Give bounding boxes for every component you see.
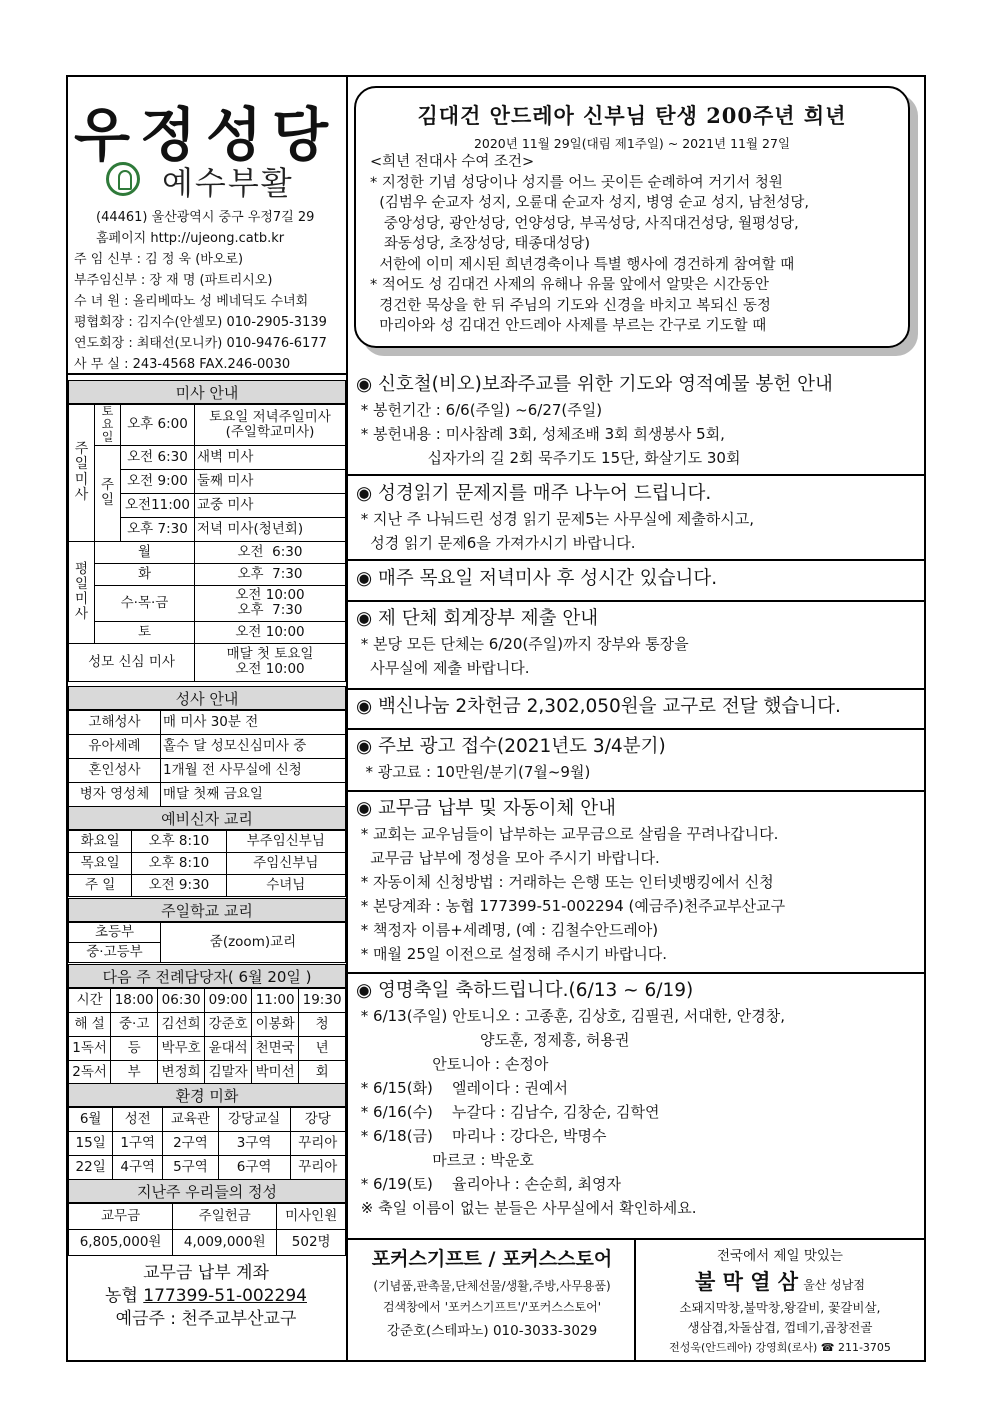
parish-logo-icon bbox=[106, 162, 140, 196]
env-cell: 6구역 bbox=[218, 1156, 290, 1180]
env-cell: 3구역 bbox=[218, 1132, 290, 1156]
liturgy-cell: 1독서 bbox=[69, 1037, 111, 1061]
contact-line: 사 무 실 : 243-4568 FAX.246-0030 bbox=[74, 357, 291, 372]
mass-time: 오후 6:00 bbox=[121, 405, 195, 446]
ad-restaurant bbox=[638, 1244, 922, 1355]
contact-line: 주 임 신부 : 김 정 욱 (바오로) bbox=[74, 252, 244, 267]
class-name: 초등부 bbox=[69, 923, 161, 943]
catechumen-cell: 주 일 bbox=[69, 875, 132, 897]
env-cell: 22일 bbox=[69, 1156, 113, 1180]
mass-name: 새벽 미사 bbox=[195, 445, 346, 469]
class-name: 중·고등부 bbox=[69, 943, 161, 963]
weekday-time: 오전 6:30 bbox=[195, 541, 346, 563]
offering-head: 주일헌금 bbox=[173, 1204, 277, 1230]
section-title: 환경 미화 bbox=[68, 1083, 346, 1107]
weekday-name: 토 bbox=[95, 621, 195, 643]
section-title: 성사 안내 bbox=[68, 686, 346, 710]
catechumen-cell: 오후 8:10 bbox=[132, 853, 226, 875]
catechumen-cell: 부주임신부님 bbox=[226, 831, 345, 853]
account-title: 교무금 납부 계좌 bbox=[143, 1263, 269, 1283]
news-body: * 교회는 교우님들이 납부하는 교무금으로 살림을 꾸려나갑니다. 교무금 납부에 정성을 모아 주시기 바랍니다. * 자동이체 신청방법 : 거래하는 은행 또는 인터넷뱅킹에서 신청 * 본당계좌 : 농협 177399-51-002294 (예금주)천주교부산교구 * 책정자 이름+세례명, (예 : 김철수안드레아) * 매월 25일 이전으로 설정해 주시기 바랍니다. bbox=[360, 825, 786, 963]
sacrament-name: 병자 영성체 bbox=[69, 783, 161, 807]
ad-title: 포커스기프트 / 포커스스토어 bbox=[371, 1248, 613, 1270]
sacrament-name: 혼인성사 bbox=[69, 759, 161, 783]
divider bbox=[68, 373, 346, 375]
news-heading: ◉ 교무금 납부 및 자동이체 안내 bbox=[356, 798, 616, 819]
weekday-time: 오전 10:00 오후 7:30 bbox=[195, 585, 346, 621]
ad-focusgift bbox=[352, 1244, 632, 1339]
env-cell: 1구역 bbox=[113, 1132, 163, 1156]
liturgy-cell: 청 bbox=[299, 1013, 346, 1037]
row-group-label: 주일미사 bbox=[69, 405, 95, 542]
news-item bbox=[356, 734, 666, 784]
news-body: * 봉헌기간 : 6/6(주일) ~6/27(주일) * 봉헌내용 : 미사참례 3회, 성체조배 3회 희생봉사 5회, 십자가의 길 2회 묵주기도 15단, 화살기도 30회 bbox=[360, 401, 741, 467]
sacrament-name: 고해성사 bbox=[69, 711, 161, 735]
catechumen-cell: 화요일 bbox=[69, 831, 132, 853]
weekday-name: 월 bbox=[95, 541, 195, 563]
news-heading: ◉ 주보 광고 접수(2021년도 3/4분기) bbox=[356, 736, 666, 757]
sacrament-info: 1개월 전 사무실에 신청 bbox=[161, 759, 346, 783]
section-title: 미사 안내 bbox=[68, 380, 346, 404]
mass-section bbox=[68, 380, 346, 682]
weekday-time: 오전 10:00 bbox=[195, 621, 346, 643]
environment-section bbox=[68, 1083, 346, 1180]
liturgy-cell: 2독서 bbox=[69, 1061, 111, 1085]
liturgy-cell: 윤대석 bbox=[205, 1037, 252, 1061]
divider bbox=[348, 474, 924, 476]
ad-line: 전국에서 제일 맛있는 bbox=[717, 1248, 843, 1264]
news-heading: ◉ 백신나눔 2차헌금 2,302,050원을 교구로 전달 했습니다. bbox=[356, 696, 841, 717]
section-title: 예비신자 교리 bbox=[68, 806, 346, 830]
env-head: 성전 bbox=[113, 1108, 163, 1132]
contact-line: 연도회장 : 최태선(모니카) 010-9476-6177 bbox=[74, 336, 327, 351]
news-heading: ◉ 제 단체 회계장부 제출 안내 bbox=[356, 608, 599, 629]
divider bbox=[348, 688, 924, 690]
weekday-name: 화 bbox=[95, 563, 195, 585]
env-cell: 5구역 bbox=[163, 1156, 218, 1180]
column-divider bbox=[346, 75, 348, 1362]
liturgy-head: 19:30 bbox=[299, 989, 346, 1013]
class-method: 줌(zoom)교리 bbox=[161, 923, 346, 963]
env-head: 강당 bbox=[290, 1108, 345, 1132]
news-item bbox=[356, 694, 841, 720]
mass-time: 오전11:00 bbox=[121, 493, 195, 517]
contact-line: 홈페이지 http://ujeong.catb.kr bbox=[96, 231, 285, 246]
bank-name: 농협 bbox=[105, 1286, 138, 1306]
catechumen-table bbox=[68, 830, 346, 897]
row-day: 주일 bbox=[95, 445, 121, 541]
environment-table bbox=[68, 1107, 346, 1180]
env-cell: 15일 bbox=[69, 1132, 113, 1156]
liturgy-head: 06:30 bbox=[158, 989, 205, 1013]
liturgy-cell: 년 bbox=[299, 1037, 346, 1061]
section-title: 지난주 우리들의 정성 bbox=[68, 1179, 346, 1203]
mass-time: 오전 6:30 bbox=[121, 445, 195, 469]
divider bbox=[348, 1238, 924, 1240]
ad-divider bbox=[634, 1240, 636, 1362]
sacrament-table bbox=[68, 710, 346, 807]
jubilee-date: 2020년 11월 29일(대림 제1주일) ~ 2021년 11월 27일 bbox=[473, 136, 791, 151]
liturgy-cell: 박무호 bbox=[158, 1037, 205, 1061]
offering-head: 교무금 bbox=[69, 1204, 173, 1230]
mass-time: 오후 7:30 bbox=[121, 517, 195, 541]
ad-line: 생삼겹,차돌삼겹, 껍데기,곱창전골 bbox=[687, 1320, 873, 1335]
contact-line: 부주임신부 : 장 재 명 (파트리시오) bbox=[74, 273, 273, 288]
news-body: * 지난 주 나눠드린 성경 읽기 문제5는 사무실에 제출하시고, 성경 읽기 문제6을 가져가시기 바랍니다. bbox=[360, 510, 754, 552]
contact-line: (44461) 울산광역시 중구 우정7길 29 bbox=[96, 210, 315, 225]
news-heading: ◉ 신호철(비오)보좌주교를 위한 기도와 영적예물 봉헌 안내 bbox=[356, 374, 833, 395]
logo-row bbox=[100, 158, 320, 202]
sacrament-info: 홀수 달 성모신심미사 중 bbox=[161, 735, 346, 759]
liturgy-head: 18:00 bbox=[111, 989, 158, 1013]
offering-value: 4,009,000원 bbox=[173, 1230, 277, 1256]
news-body: * 광고료 : 10만원/분기(7월~9월) bbox=[356, 763, 591, 781]
sacrament-info: 매달 첫째 금요일 bbox=[161, 783, 346, 807]
jubilee-box bbox=[354, 86, 910, 348]
divider bbox=[348, 559, 924, 561]
env-cell: 4구역 bbox=[113, 1156, 163, 1180]
ad-line: 검색창에서 '포커스기프트'/'포커스스토어' bbox=[382, 1300, 602, 1314]
ad-contact: 전성욱(안드레아) 강영희(로사) ☎ 211-3705 bbox=[669, 1341, 891, 1354]
catechumen-cell: 주임신부님 bbox=[226, 853, 345, 875]
env-cell: 꾸리아 bbox=[290, 1156, 345, 1180]
mass-time: 오전 9:00 bbox=[121, 469, 195, 493]
ad-phone: 강준호(스테파노) 010-3033-3029 bbox=[386, 1323, 598, 1339]
divider bbox=[348, 600, 924, 602]
divider bbox=[348, 790, 924, 792]
ad-line: 소돼지막창,불막창,왕갈비, 꽃갈비살, bbox=[679, 1300, 881, 1315]
env-head: 6월 bbox=[69, 1108, 113, 1132]
account-number: 177399-51-002294 bbox=[143, 1286, 307, 1306]
sundayschool-section bbox=[68, 898, 346, 963]
parish-title: 우정성당 bbox=[73, 101, 339, 169]
jubilee-title: 김대건 안드레아 신부님 탄생 200주년 희년 bbox=[417, 103, 847, 128]
liturgy-table bbox=[68, 988, 346, 1085]
motto: 예수부활 bbox=[162, 164, 294, 202]
liturgy-cell: 해 설 bbox=[69, 1013, 111, 1037]
sacrament-section bbox=[68, 686, 346, 807]
news-body: * 6/13(주일) 안토니오 : 고종훈, 김상호, 김필권, 서대한, 안경창, 양도훈, 정제흥, 허용권 안토니아 : 손정아 * 6/15(화) 엘레이다 : 권예서 * 6/16(수) 누갈다 : 김남수, 김창순, 김학연 * 6/18(금) 마리나 : 강다은, 박명수 마르코 : 박운호 * 6/19(토) 율리아나 : 손순희, 최영자 ※ 축일 이름이 없는 분들은 사무실에서 확인하세요. bbox=[360, 1007, 785, 1217]
mother-mass-time: 매달 첫 토요일 오전 10:00 bbox=[195, 643, 346, 681]
liturgy-cell: 회 bbox=[299, 1061, 346, 1085]
news-body: * 본당 모든 단체는 6/20(주일)까지 장부와 통장을 사무실에 제출 바랍니다. bbox=[360, 635, 689, 677]
divider bbox=[348, 728, 924, 730]
news-item bbox=[356, 566, 717, 592]
weekday-name: 수·목·금 bbox=[95, 585, 195, 621]
liturgy-cell: 김선희 bbox=[158, 1013, 205, 1037]
offering-table bbox=[68, 1203, 346, 1256]
mass-name: 둘째 미사 bbox=[195, 469, 346, 493]
env-head: 강당교실 bbox=[218, 1108, 290, 1132]
mass-name: 교중 미사 bbox=[195, 493, 346, 517]
liturgy-cell: 부 bbox=[111, 1061, 158, 1085]
ad-branch: 울산 성남점 bbox=[803, 1278, 865, 1292]
mass-name: 저녁 미사(청년회) bbox=[195, 517, 346, 541]
row-group-label: 평일미사 bbox=[69, 541, 95, 643]
offering-head: 미사인원 bbox=[277, 1204, 346, 1230]
catechumen-cell: 수녀님 bbox=[226, 875, 345, 897]
ad-title: 불 막 열 삼 bbox=[695, 1269, 799, 1294]
env-cell: 꾸리아 bbox=[290, 1132, 345, 1156]
offering-section bbox=[68, 1179, 346, 1256]
news-item bbox=[356, 481, 754, 555]
section-title: 주일학교 교리 bbox=[68, 898, 346, 922]
catechumen-cell: 목요일 bbox=[69, 853, 132, 875]
news-item bbox=[356, 606, 689, 680]
sacrament-name: 유아세례 bbox=[69, 735, 161, 759]
liturgy-head: 시간 bbox=[69, 989, 111, 1013]
account-holder: 예금주 : 천주교부산교구 bbox=[115, 1309, 297, 1329]
liturgy-cell: 박미선 bbox=[252, 1061, 299, 1085]
catechumen-cell: 오후 8:10 bbox=[132, 831, 226, 853]
contact-line: 수 녀 원 : 올리베따노 성 베네딕도 수녀회 bbox=[74, 294, 309, 309]
weekday-time: 오후 7:30 bbox=[195, 563, 346, 585]
liturgy-cell: 이봉화 bbox=[252, 1013, 299, 1037]
news-item bbox=[356, 796, 785, 966]
jubilee-body: <희년 전대사 수여 조건> * 지정한 기념 성당이나 성지를 어느 곳이든 순례하여 거기서 청원 (김범우 순교자 성지, 오륜대 순교자 성지, 병영 순교 성지, 남천성당, 중앙성당, 광안성당, 언양성당, 부곡성당, 사직대건성당, 월평성당, 좌동성당, 초장성당, 태종대성당) 서한에 이미 제시된 희년경축이나 특별 행사에 경건하게 참여할 때 * 적어도 성 김대건 사제의 유해나 유물 앞에서 알맞은 시간동안 경건한 묵상을 한 뒤 주님의 기도와 신경을 바치고 복되신 동정 마리아와 성 김대건 안드레아 사제를 부르는 간구로 기도할 때 bbox=[370, 154, 809, 334]
liturgy-head: 09:00 bbox=[205, 989, 252, 1013]
liturgy-head: 11:00 bbox=[252, 989, 299, 1013]
catechumen-section bbox=[68, 806, 346, 897]
liturgy-cell: 강준호 bbox=[205, 1013, 252, 1037]
sundayschool-table bbox=[68, 922, 346, 963]
offering-value: 502명 bbox=[277, 1230, 346, 1256]
ad-line: (기념품,판촉물,단체선물/생활,주방,사무용품) bbox=[373, 1279, 611, 1293]
offering-value: 6,805,000원 bbox=[69, 1230, 173, 1256]
catechumen-cell: 오전 9:30 bbox=[132, 875, 226, 897]
mass-name: 토요일 저녁주일미사 (주일학교미사) bbox=[195, 405, 346, 446]
mass-table bbox=[68, 404, 346, 682]
liturgy-cell: 등 bbox=[111, 1037, 158, 1061]
account-box bbox=[70, 1262, 342, 1331]
liturgy-cell: 천면국 bbox=[252, 1037, 299, 1061]
contact-line: 평협회장 : 김지수(안셀모) 010-2905-3139 bbox=[74, 315, 327, 330]
news-heading: ◉ 성경읽기 문제지를 매주 나누어 드립니다. bbox=[356, 483, 712, 504]
news-item bbox=[356, 978, 785, 1220]
row-day: 토요일 bbox=[95, 405, 121, 446]
sacrament-info: 매 미사 30분 전 bbox=[161, 711, 346, 735]
env-cell: 2구역 bbox=[163, 1132, 218, 1156]
news-item bbox=[356, 372, 833, 470]
liturgy-cell: 중·고 bbox=[111, 1013, 158, 1037]
liturgy-cell: 김말자 bbox=[205, 1061, 252, 1085]
env-head: 교육관 bbox=[163, 1108, 218, 1132]
news-heading: ◉ 매주 목요일 저녁미사 후 성시간 있습니다. bbox=[356, 568, 718, 589]
news-heading: ◉ 영명축일 축하드립니다.(6/13 ~ 6/19) bbox=[356, 980, 694, 1001]
liturgy-section bbox=[68, 964, 346, 1085]
divider bbox=[348, 972, 924, 974]
mother-mass-label: 성모 신심 미사 bbox=[69, 643, 195, 681]
section-title: 다음 주 전례담당자( 6월 20일 ) bbox=[68, 964, 346, 988]
liturgy-cell: 변정희 bbox=[158, 1061, 205, 1085]
